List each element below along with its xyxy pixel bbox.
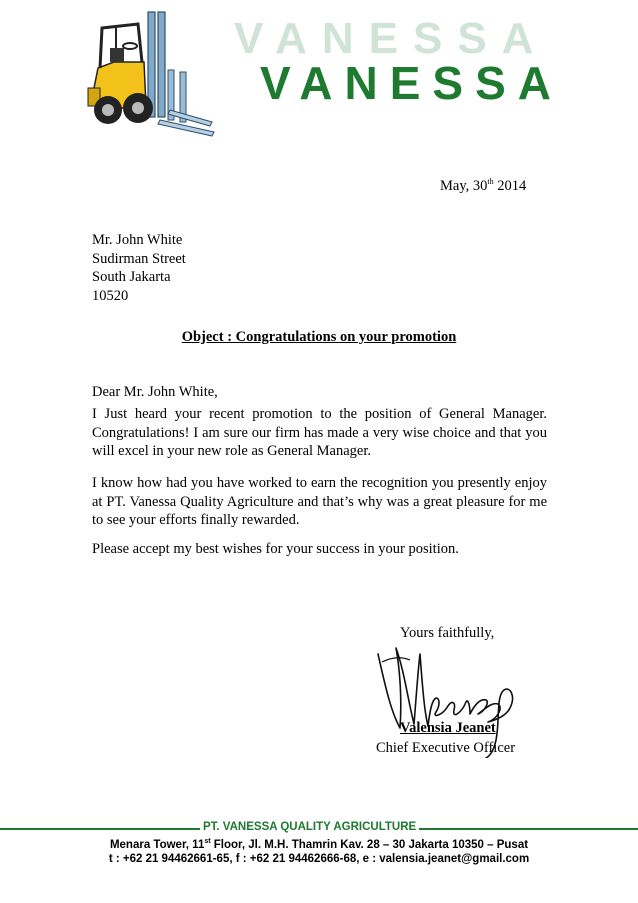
- forklift-icon: [80, 10, 220, 140]
- footer-contact: t : +62 21 94462661-65, f : +62 21 94462666-68, e : valensia.jeanet@gmail.com: [108, 853, 530, 865]
- footer-address-end: Floor, Jl. M.H. Thamrin Kav. 28 – 30 Jakarta 10350 – Pusat: [210, 838, 529, 851]
- recipient-address: [92, 231, 186, 305]
- footer-address-ordinal: st: [204, 838, 211, 845]
- letter-date: [440, 177, 526, 195]
- date-ordinal: th: [487, 177, 494, 186]
- subject-line: [0, 329, 638, 346]
- footer-address: [0, 838, 638, 851]
- footer-company-name: PT. VANESSA QUALITY AGRICULTURE: [200, 821, 419, 833]
- recipient-street: Sudirman Street: [92, 250, 186, 267]
- recipient-city: South Jakarta: [92, 269, 171, 285]
- body-paragraph: Please accept my best wishes for your success in your position.: [92, 541, 459, 557]
- signer-name: Valensia Jeanet: [400, 720, 496, 736]
- brand-name-shadow: VANESSA: [234, 14, 549, 63]
- date-year: 2014: [493, 177, 527, 194]
- date-day: May, 30: [440, 177, 488, 194]
- footer-address-start: Menara Tower, 11: [109, 838, 205, 851]
- salutation: Dear Mr. John White,: [92, 384, 218, 400]
- recipient-name: Mr. John White: [92, 232, 183, 248]
- body-paragraph: I Just heard your recent promotion to the position of General Manager. Congratulations! I am sure our firm has made a very wise choice and that you will excel in your new role as General Manager.: [92, 406, 547, 459]
- brand-name: VANESSA: [260, 57, 563, 109]
- recipient-postal: 10520: [92, 287, 129, 304]
- body-paragraph: I know how had you have worked to earn the recognition you presently enjoy at PT. Vanessa Quality Agriculture and that’s why was a great pleasure for me to see your efforts finally rewarded.: [92, 475, 547, 528]
- closing: Yours faithfully,: [400, 625, 495, 641]
- subject-text: Object : Congratulations on your promotion: [181, 329, 457, 345]
- signer-title: Chief Executive Officer: [376, 740, 516, 756]
